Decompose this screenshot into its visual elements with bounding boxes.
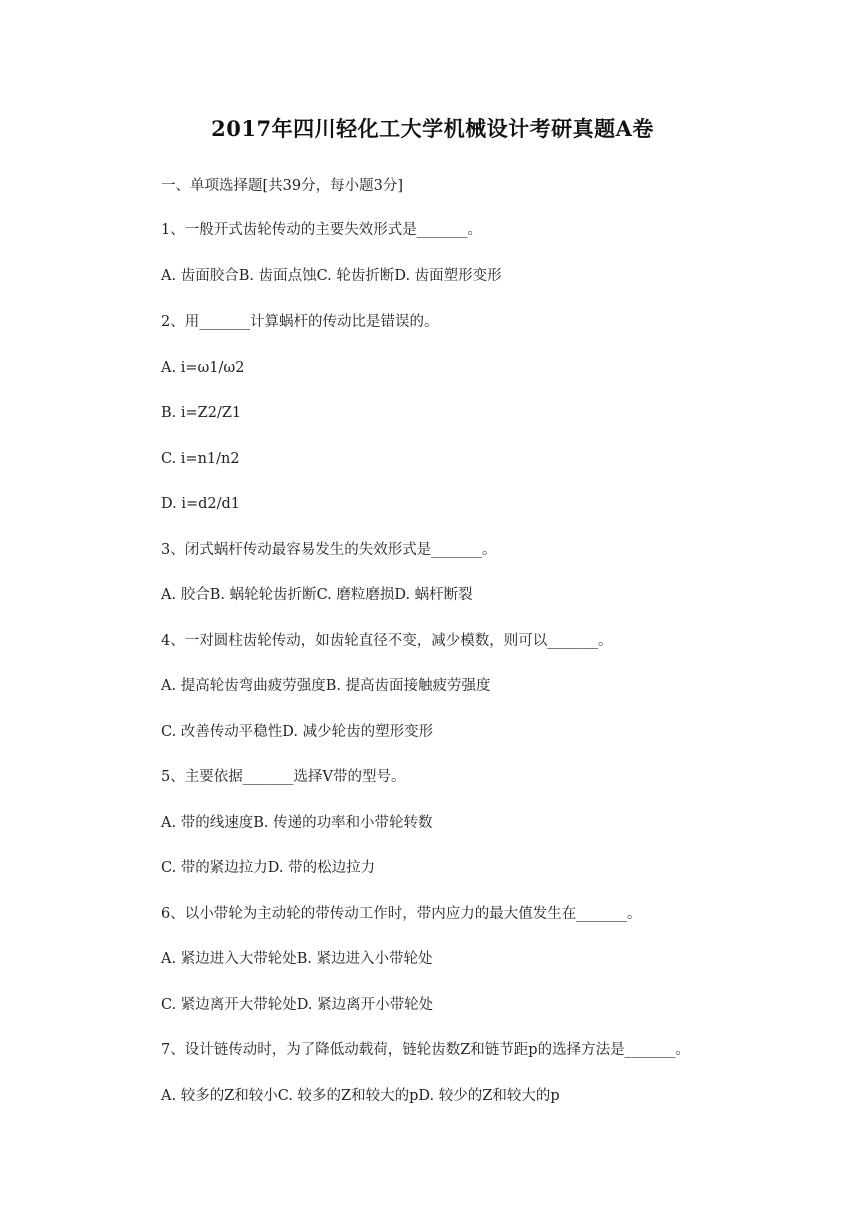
question-6-options-cd: C. 紧边离开大带轮处D. 紧边离开小带轮处 [161,997,434,1013]
question-4-options-ab: A. 提高轮齿弯曲疲劳强度B. 提高齿面接触疲劳强度 [161,678,491,694]
question-4: 4、一对圆柱齿轮传动，如齿轮直径不变，减少模数，则可以_______。 [161,633,613,649]
question-2-option-b: B. i=Z2/Z1 [161,405,242,421]
question-1-options: A. 齿面胶合B. 齿面点蚀C. 轮齿折断D. 齿面塑形变形 [161,268,502,284]
question-5-options-ab: A. 带的线速度B. 传递的功率和小带轮转数 [161,815,433,831]
question-7: 7、设计链传动时，为了降低动载荷，链轮齿数Z和链节距p的选择方法是_______。 [161,1042,690,1058]
section-heading: 一、单项选择题[共39分，每小题3分] [161,178,403,194]
question-3: 3、闭式蜗杆传动最容易发生的失效形式是_______。 [161,542,497,558]
question-5: 5、主要依据_______选择V带的型号。 [161,769,406,785]
question-2: 2、用_______计算蜗杆的传动比是错误的。 [161,314,439,330]
question-1: 1、一般开式齿轮传动的主要失效形式是_______。 [161,222,482,238]
question-4-options-cd: C. 改善传动平稳性D. 减少轮齿的塑形变形 [161,724,434,740]
question-7-options: A. 较多的Z和较小C. 较多的Z和较大的pD. 较少的Z和较大的p [161,1088,560,1104]
document-title: 2017年四川轻化工大学机械设计考研真题A卷 [211,116,654,141]
question-5-options-cd: C. 带的紧边拉力D. 带的松边拉力 [161,860,376,876]
question-6-options-ab: A. 紧边进入大带轮处B. 紧边进入小带轮处 [161,951,433,967]
question-6: 6、以小带轮为主动轮的带传动工作时，带内应力的最大值发生在_______。 [161,906,642,922]
question-2-option-a: A. i=ω1/ω2 [161,360,245,376]
question-2-option-c: C. i=n1/n2 [161,451,240,467]
question-2-option-d: D. i=d2/d1 [161,496,241,512]
question-3-options: A. 胶合B. 蜗轮轮齿折断C. 磨粒磨损D. 蜗杆断裂 [161,587,473,603]
